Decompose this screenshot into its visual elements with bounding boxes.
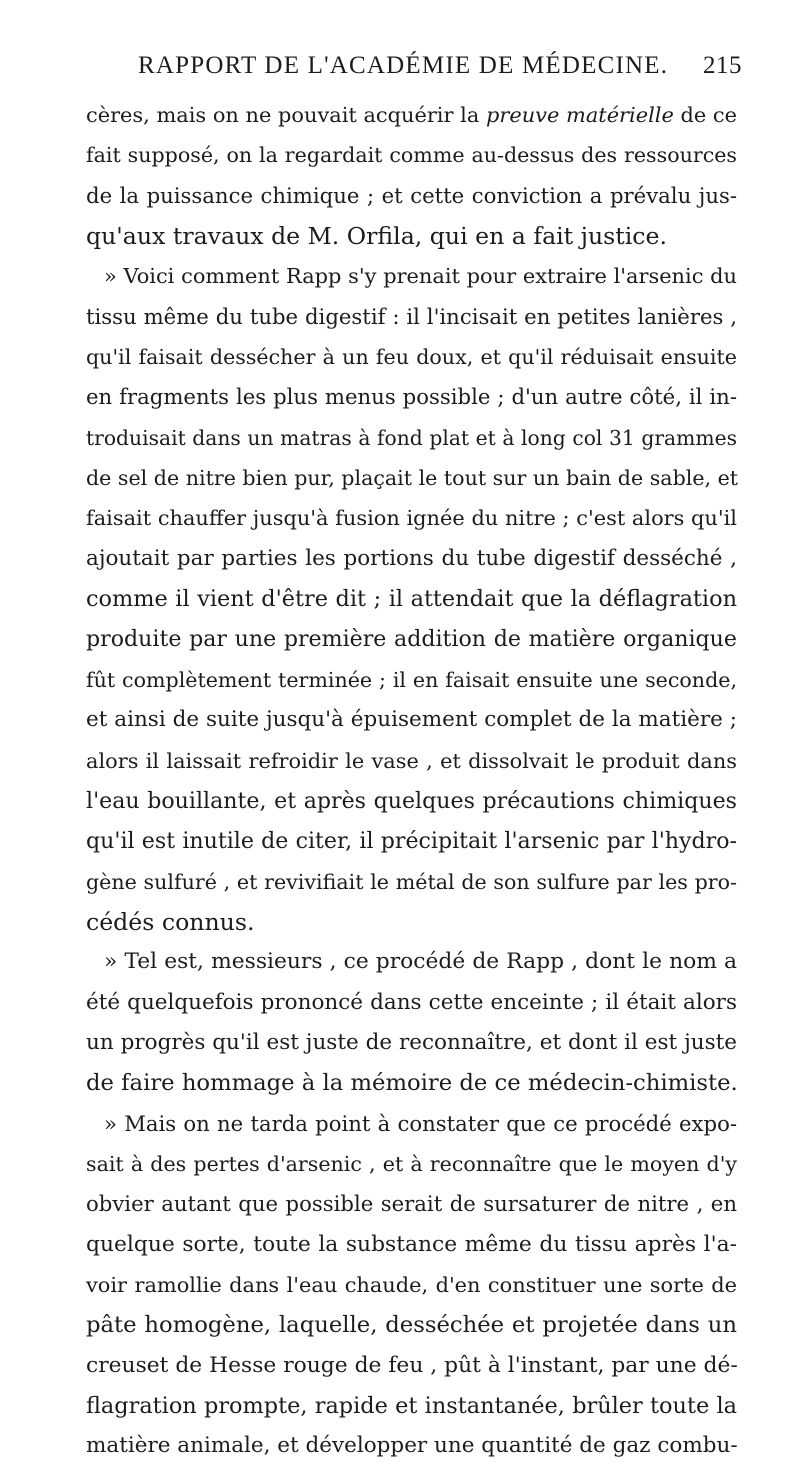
text-line: ajoutait par parties les portions du tube digestif desséché , <box>86 545 737 571</box>
text-line: et ainsi de suite jusqu'à épuisement complet de la matière ; <box>86 707 737 733</box>
text-line: cères, mais on ne pouvait acquérir la preuve matérielle de ce <box>86 103 737 127</box>
body-text <box>86 95 737 1467</box>
text-line: un progrès qu'il est juste de reconnaître, et dont il est juste <box>86 1029 737 1055</box>
text-line: en fragments les plus menus possible ; d'un autre côté, il in- <box>86 384 737 410</box>
text-line: matière animale, et développer une quantité de gaz combu- <box>86 1433 738 1459</box>
text-line: gène sulfuré , et revivifiait le métal de son sulfure par les pro- <box>86 869 737 894</box>
text-line: cédés connus. <box>86 907 255 936</box>
text-line: qu'il est inutile de citer, il précipitait l'arsenic par l'hydro- <box>86 828 737 855</box>
text-line: fût complètement terminée ; il en faisait ensuite une seconde, <box>86 667 737 692</box>
running-header <box>138 52 742 80</box>
text-line: qu'il faisait dessécher à un feu doux, et qu'il réduisait ensuite <box>86 345 737 370</box>
text-line: troduisait dans un matras à fond plat et à long col 31 grammes <box>86 425 737 450</box>
text-line: sait à des pertes d'arsenic , et à reconnaître que le moyen d'y <box>86 1151 737 1176</box>
text-line: faisait chauffer jusqu'à fusion ignée du nitre ; c'est alors qu'il <box>86 506 737 531</box>
emphasis-text: preuve matérielle <box>486 103 674 127</box>
text-line: comme il vient d'être dit ; il attendait que la déflagration <box>86 586 737 613</box>
text-line: fait supposé, on la regardait comme au-dessus des ressources <box>86 143 737 168</box>
text-line: » Mais on ne tarda point à constater que ce procédé expo- <box>104 1110 737 1136</box>
text-line: l'eau bouillante, et après quelques précautions chimiques <box>86 787 737 814</box>
text-line: pâte homogène, laquelle, desséchée et projetée dans un <box>86 1312 737 1339</box>
text-line: obvier autant que possible serait de sursaturer de nitre , en <box>86 1191 737 1217</box>
text-line: quelque sorte, toute la substance même du tissu après l'a- <box>86 1231 737 1257</box>
text-line: » Voici comment Rapp s'y prenait pour extraire l'arsenic du <box>104 264 737 289</box>
page-number: 215 <box>703 52 742 79</box>
text-line: de la puissance chimique ; et cette conviction a prévalu jus- <box>86 182 737 208</box>
text-line: alors il laissait refroidir le vase , et dissolvait le produit dans <box>86 748 737 773</box>
text-line: de sel de nitre bien pur, plaçait le tout sur un bain de sable, et <box>86 466 739 491</box>
text-line: qu'aux travaux de M. Orfila, qui en a fait justice. <box>86 222 667 251</box>
text-line: tissu même du tube digestif : il l'incisait en petites lanières , <box>86 303 737 329</box>
text-line: creuset de Hesse rouge de feu , pût à l'instant, par une dé- <box>86 1352 738 1378</box>
text-line: flagration prompte, rapide et instantanée, brûler toute la <box>86 1393 737 1419</box>
text-line: de faire hommage à la mémoire de ce médecin-chimiste. <box>86 1070 738 1097</box>
running-title: RAPPORT DE L'ACADÉMIE DE MÉDECINE. <box>138 52 669 79</box>
text-line: produite par une première addition de matière organique <box>86 626 737 653</box>
text-line: » Tel est, messieurs , ce procédé de Rapp , dont le nom a <box>104 949 737 975</box>
text-line: voir ramollie dans l'eau chaude, d'en constituer une sorte de <box>86 1272 737 1297</box>
text-line: été quelquefois prononcé dans cette enceinte ; il était alors <box>86 989 737 1015</box>
